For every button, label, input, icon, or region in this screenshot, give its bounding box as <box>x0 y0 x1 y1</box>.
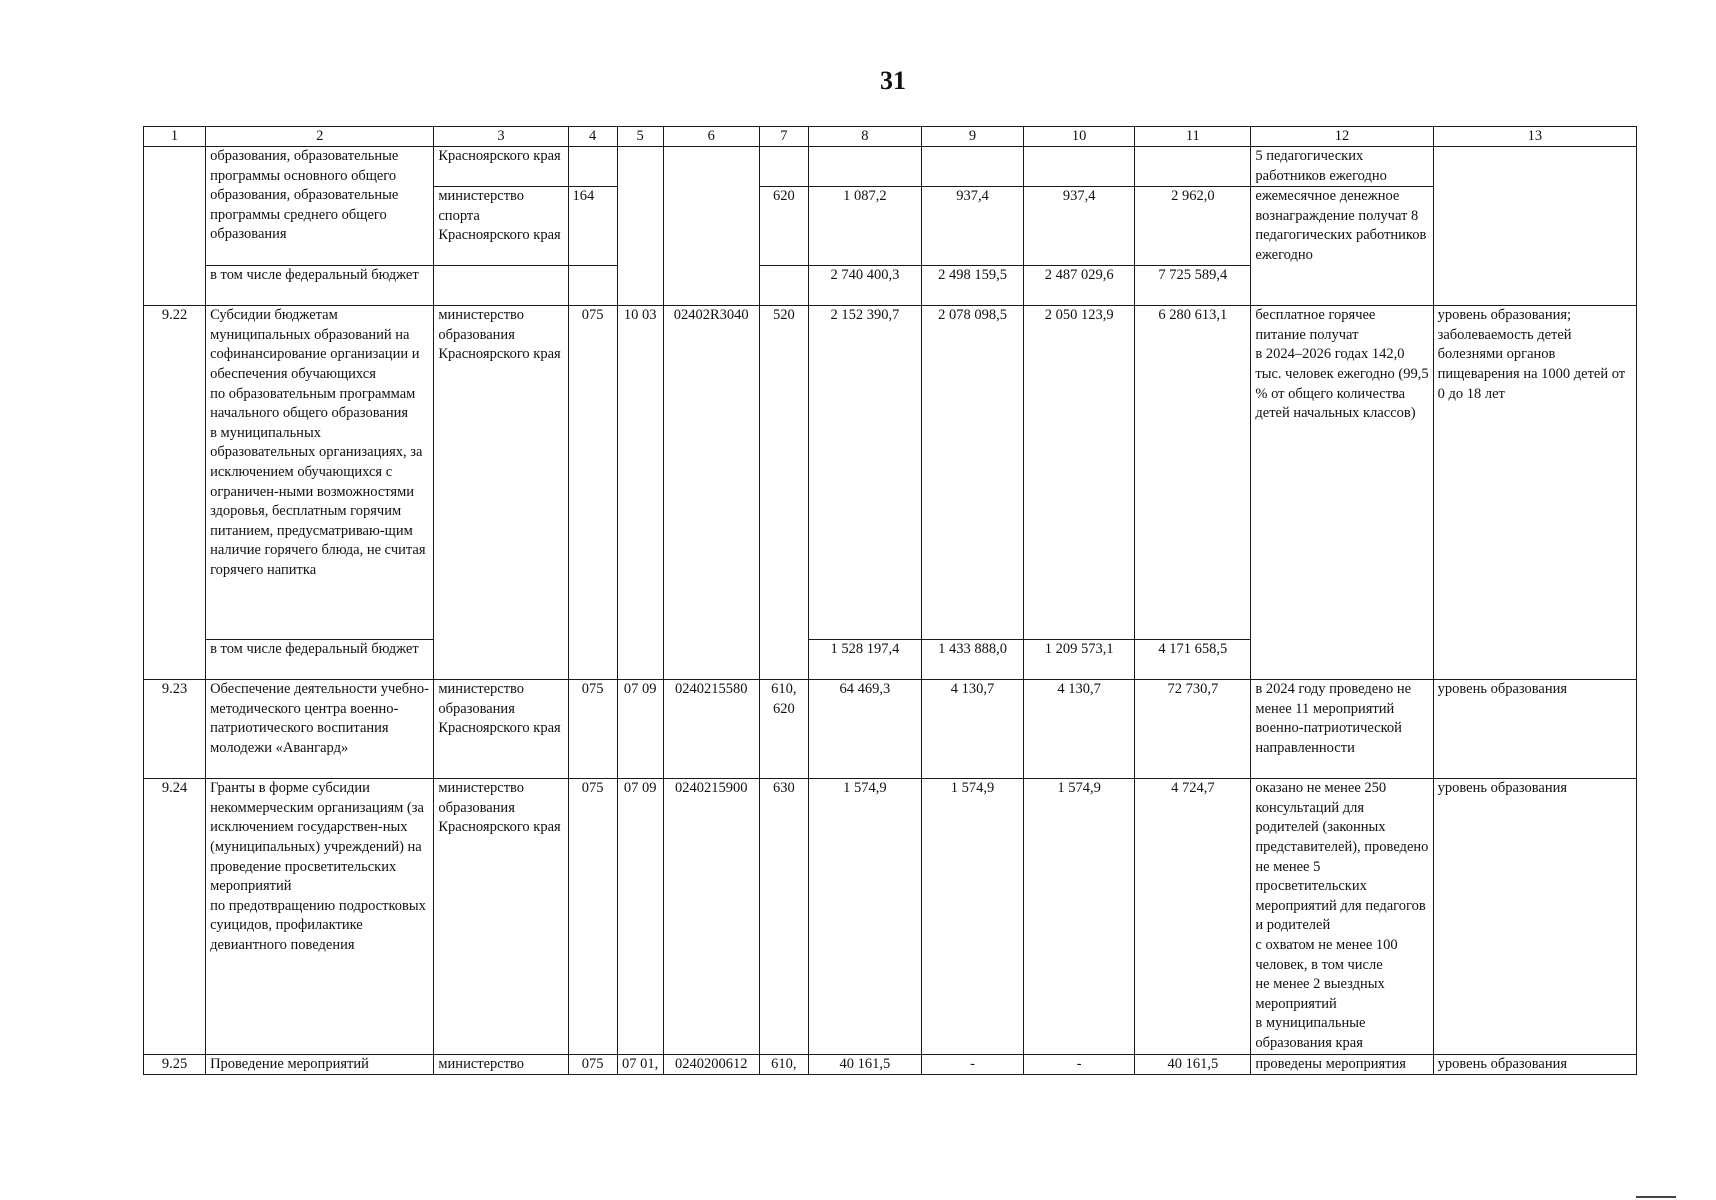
column-numbers-row <box>144 127 1637 147</box>
amount-cell: 6 280 613,1 <box>1135 306 1251 640</box>
amount-cell: 1 087,2 <box>808 187 921 266</box>
expected-result: бесплатное горячее питание получат в 2024–2026 годах 142,0 тыс. человек ежегодно (99,5 % от общего количества детей начальных классов) <box>1251 306 1433 680</box>
responsible-org <box>434 640 568 680</box>
expected-result: оказано не менее 250 консультаций для родителей (законных представителей), проведено не менее 5 просветительских мероприятий для педагогов и родителей с охватом не менее 100 человек, в том числе не менее 2 выездных мероприятий в муниципальные образования края <box>1251 779 1433 1054</box>
amount-cell: 2 050 123,9 <box>1024 306 1135 640</box>
federal-budget-label: в том числе федеральный бюджет <box>206 266 434 306</box>
col-header: 3 <box>434 127 568 147</box>
row-number-cell: 9.25 <box>144 1054 206 1075</box>
responsible-org: Красноярского края <box>434 147 568 187</box>
amount-cell: 2 078 098,5 <box>921 306 1023 640</box>
amount-cell: 1 574,9 <box>921 779 1023 1054</box>
section-code-cell: 10 03 <box>617 306 663 680</box>
responsible-org: министерство спорта Красноярского края <box>434 187 568 266</box>
amount-cell: 40 161,5 <box>808 1054 921 1075</box>
section-code-cell: 07 09 <box>617 779 663 1054</box>
federal-budget-label: в том числе федеральный бюджет <box>206 640 434 680</box>
amount-cell: 937,4 <box>921 187 1023 266</box>
expected-result: 5 педагогических работников ежегодно <box>1251 147 1433 187</box>
target-code-cell: 02402R3040 <box>663 306 759 680</box>
amount-cell: 4 724,7 <box>1135 779 1251 1054</box>
amount-cell: 1 528 197,4 <box>808 640 921 680</box>
col-header: 6 <box>663 127 759 147</box>
activity-description: образования, образовательные программы основного общего образования, образовательные программы среднего общего образования <box>206 147 434 266</box>
program-activities-table <box>143 126 1637 1075</box>
col-header: 8 <box>808 127 921 147</box>
amount-cell: 7 725 589,4 <box>1135 266 1251 306</box>
expense-type-cell: 520 <box>759 306 808 680</box>
col-header: 10 <box>1024 127 1135 147</box>
target-code-cell <box>663 147 759 306</box>
indicator-cell: уровень образования <box>1433 779 1636 1054</box>
row-number-cell: 9.24 <box>144 779 206 1054</box>
responsible-org: министерство образования Красноярского края <box>434 680 568 779</box>
col-header: 12 <box>1251 127 1433 147</box>
amount-cell: - <box>1024 1054 1135 1075</box>
responsible-org: министерство <box>434 1054 568 1075</box>
amount-cell: 1 574,9 <box>808 779 921 1054</box>
expense-type-cell <box>759 266 808 306</box>
responsible-org <box>434 266 568 306</box>
col-header: 11 <box>1135 127 1251 147</box>
activity-description: Проведение мероприятий <box>206 1054 434 1075</box>
col-header: 4 <box>568 127 617 147</box>
expected-result: в 2024 году проведено не менее 11 мероприятий военно-патриотической направленности <box>1251 680 1433 779</box>
indicator-cell <box>1433 147 1636 306</box>
indicator-cell: уровень образования <box>1433 680 1636 779</box>
amount-cell: 1 209 573,1 <box>1024 640 1135 680</box>
scan-edge-mark <box>1636 1196 1676 1198</box>
code-cell: 075 <box>568 779 617 1054</box>
indicator-cell: уровень образования <box>1433 1054 1636 1075</box>
col-header: 1 <box>144 127 206 147</box>
section-code-cell: 07 09 <box>617 680 663 779</box>
amount-cell: - <box>921 1054 1023 1075</box>
row-number-cell: 9.23 <box>144 680 206 779</box>
amount-cell: 1 433 888,0 <box>921 640 1023 680</box>
amount-cell: 72 730,7 <box>1135 680 1251 779</box>
amount-cell: 2 487 029,6 <box>1024 266 1135 306</box>
table-row <box>144 147 1637 187</box>
responsible-org: министерство образования Красноярского края <box>434 779 568 1054</box>
code-cell: 164 <box>568 187 617 266</box>
code-cell: 075 <box>568 306 617 680</box>
expected-result: проведены мероприятия <box>1251 1054 1433 1075</box>
code-cell: 075 <box>568 1054 617 1075</box>
amount-cell: 937,4 <box>1024 187 1135 266</box>
col-header: 13 <box>1433 127 1636 147</box>
amount-cell <box>921 147 1023 187</box>
section-code-cell <box>617 147 663 306</box>
amount-cell: 64 469,3 <box>808 680 921 779</box>
table-row <box>144 306 1637 640</box>
amount-cell: 2 740 400,3 <box>808 266 921 306</box>
amount-cell: 2 962,0 <box>1135 187 1251 266</box>
amount-cell: 4 171 658,5 <box>1135 640 1251 680</box>
target-code-cell: 0240215900 <box>663 779 759 1054</box>
activity-description: Субсидии бюджетам муниципальных образований на софинансирование организации и обеспечения обучающихся по образовательным программам начального общего образования в муниципальных образовательных организациях, за исключением обучающихся с ограничен-ными возможностями здоровья, бесплатным горячим питанием, предусматриваю-щим наличие горячего блюда, не считая горячего напитка <box>206 306 434 640</box>
amount-cell <box>808 147 921 187</box>
table-row <box>144 779 1637 1054</box>
amount-cell: 1 574,9 <box>1024 779 1135 1054</box>
amount-cell: 4 130,7 <box>921 680 1023 779</box>
amount-cell: 2 498 159,5 <box>921 266 1023 306</box>
activity-description: Гранты в форме субсидии некоммерческим организациям (за исключением государствен-ных (муниципальных) учреждений) на проведение просветительских мероприятий по предотвращению подростковых суицидов, профилактике девиантного поведения <box>206 779 434 1054</box>
col-header: 5 <box>617 127 663 147</box>
expense-type-cell: 610, <box>759 1054 808 1075</box>
col-header: 7 <box>759 127 808 147</box>
code-cell <box>568 266 617 306</box>
col-header: 2 <box>206 127 434 147</box>
code-cell: 075 <box>568 680 617 779</box>
table-row <box>144 680 1637 779</box>
col-header: 9 <box>921 127 1023 147</box>
expense-type-cell: 620 <box>759 187 808 266</box>
responsible-org: министерство образования Красноярского края <box>434 306 568 640</box>
expense-type-cell <box>759 147 808 187</box>
row-number-cell <box>144 147 206 306</box>
amount-cell <box>1024 147 1135 187</box>
code-cell <box>568 147 617 187</box>
expected-result: ежемесячное денежное вознаграждение получат 8 педагогических работников ежегодно <box>1251 187 1433 306</box>
page-number: 31 <box>880 66 906 95</box>
amount-cell: 4 130,7 <box>1024 680 1135 779</box>
indicator-cell: уровень образования; заболеваемость детей болезнями органов пищеварения на 1000 детей от 0 до 18 лет <box>1433 306 1636 680</box>
amount-cell: 2 152 390,7 <box>808 306 921 640</box>
target-code-cell: 0240200612 <box>663 1054 759 1075</box>
expense-type-cell: 610, 620 <box>759 680 808 779</box>
amount-cell: 40 161,5 <box>1135 1054 1251 1075</box>
target-code-cell: 0240215580 <box>663 680 759 779</box>
row-number-cell: 9.22 <box>144 306 206 680</box>
section-code-cell: 07 01, <box>617 1054 663 1075</box>
table-row <box>144 1054 1637 1075</box>
activity-description: Обеспечение деятельности учебно-методического центра военно-патриотического воспитания молодежи «Авангард» <box>206 680 434 779</box>
amount-cell <box>1135 147 1251 187</box>
expense-type-cell: 630 <box>759 779 808 1054</box>
